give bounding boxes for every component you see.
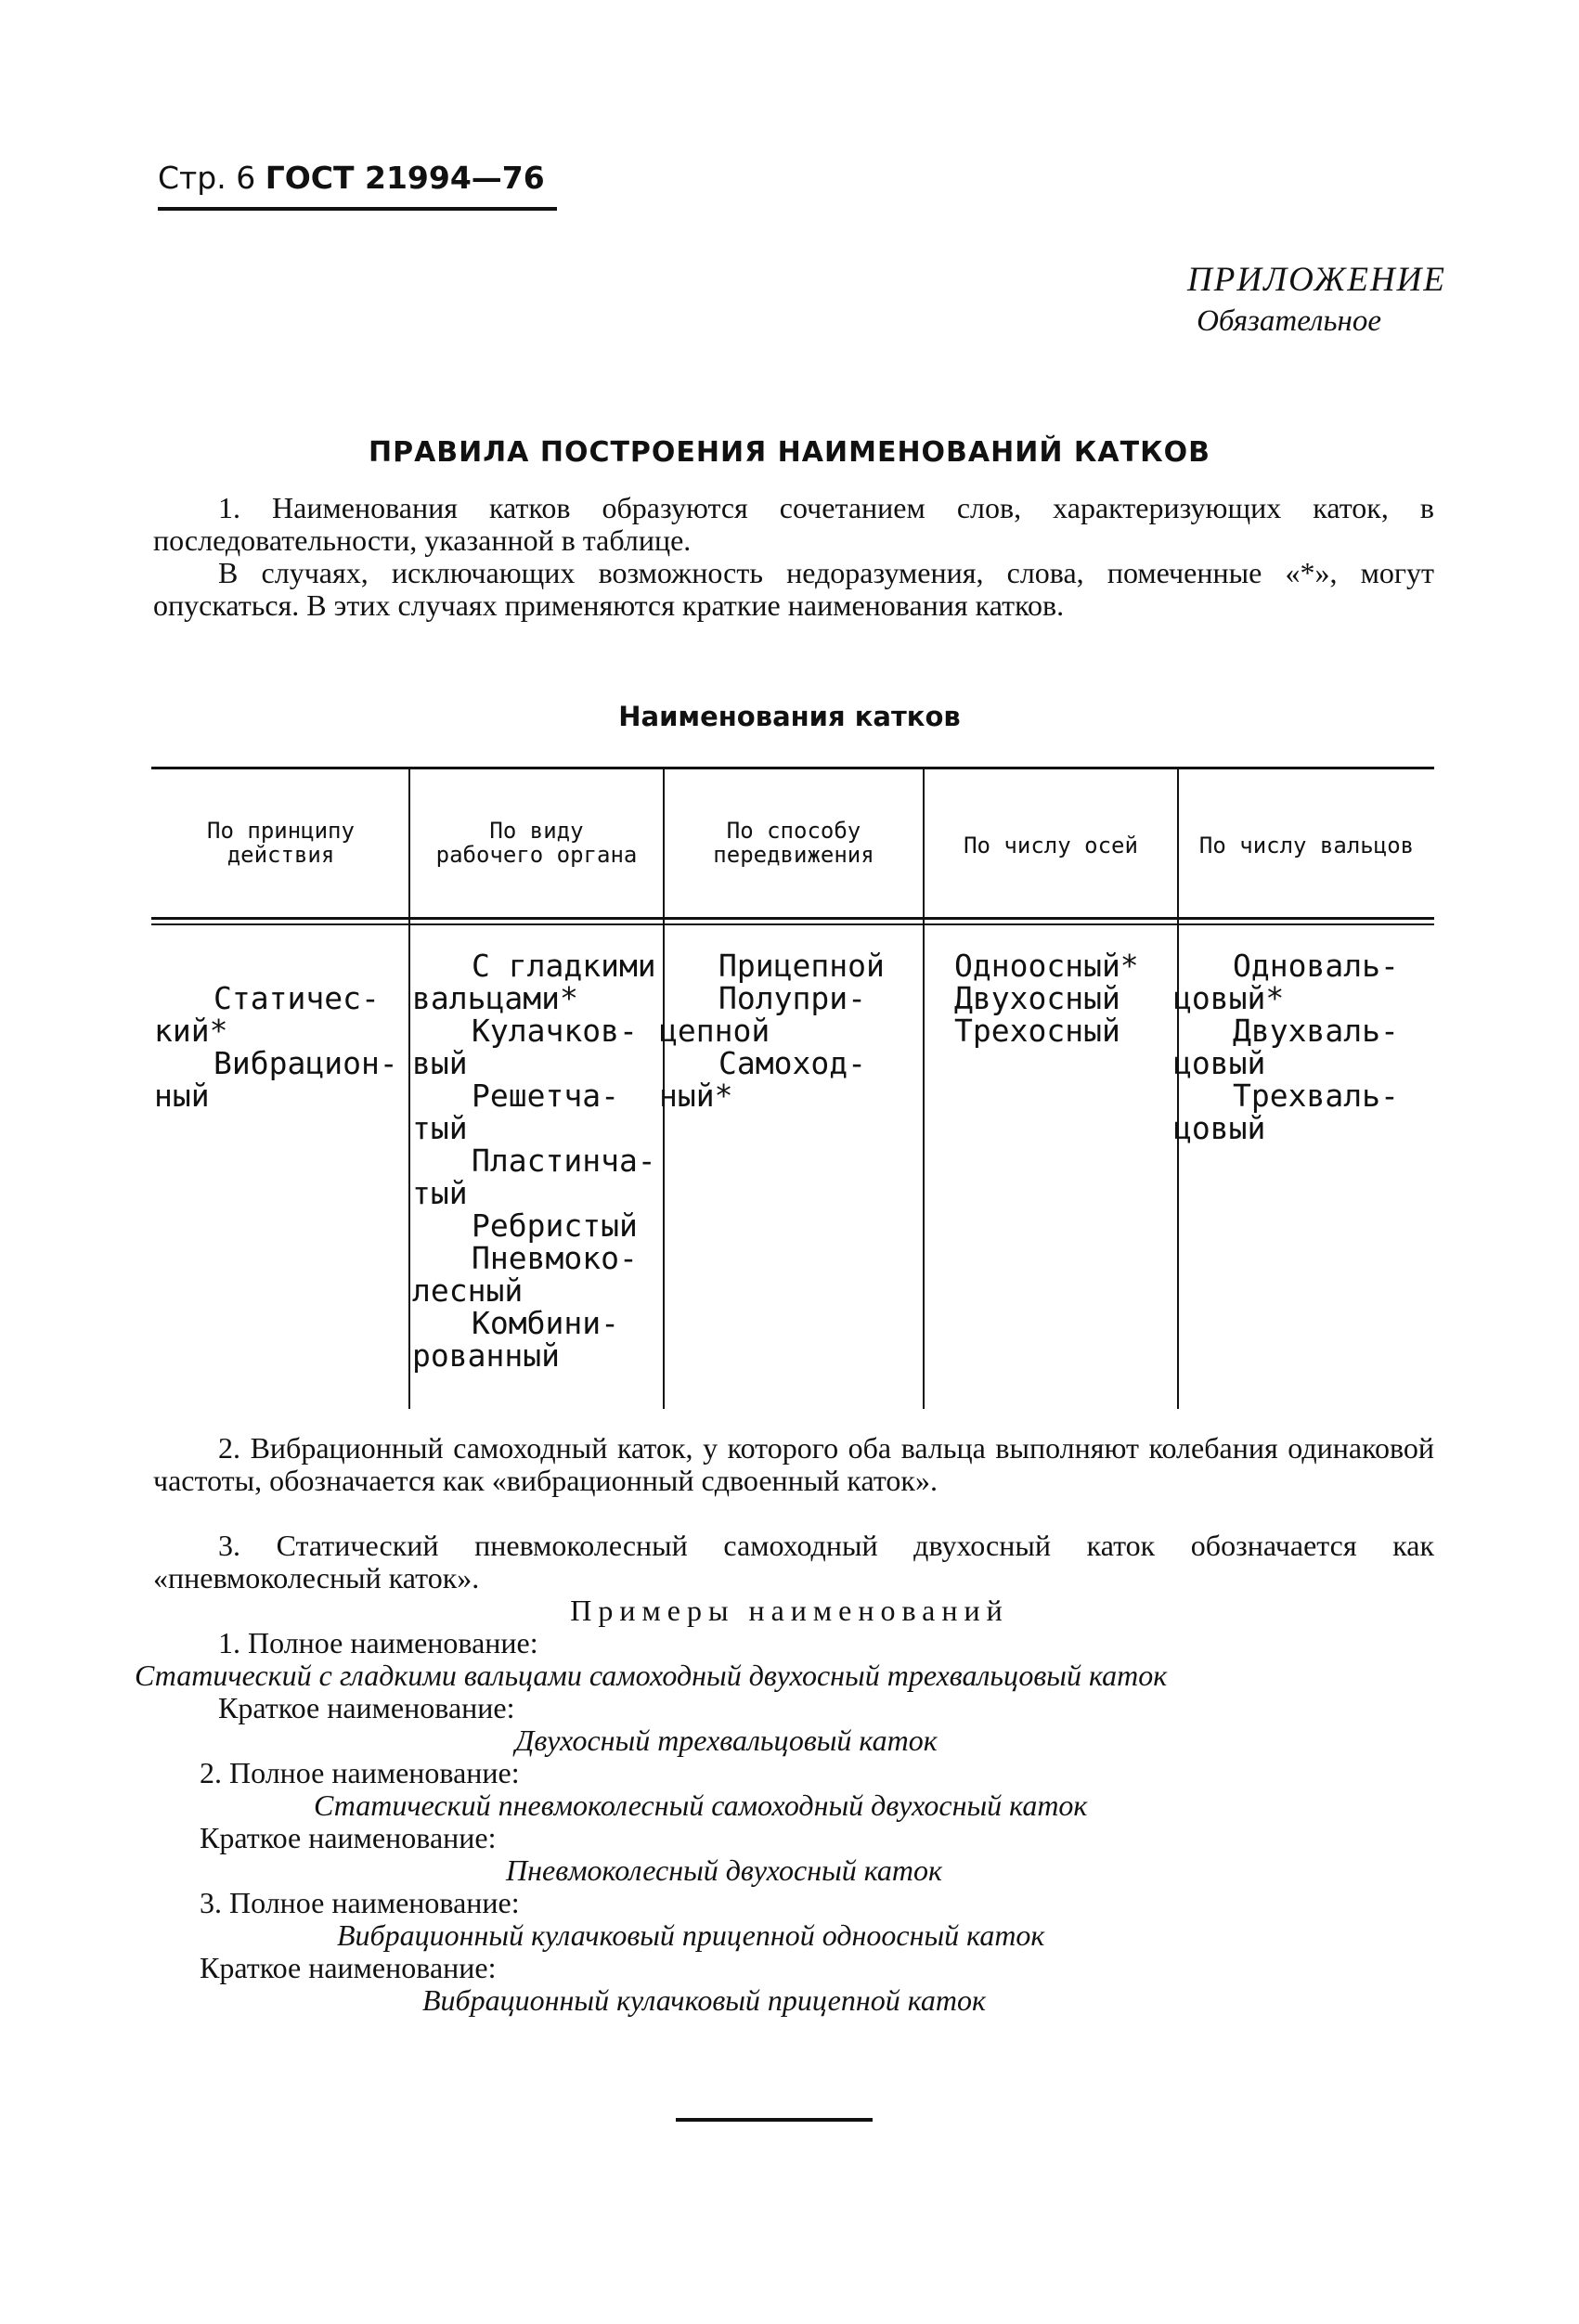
table-cell-line: Двухваль- (1233, 1013, 1399, 1049)
table-column-principle (154, 982, 405, 1112)
table-top-rule (151, 767, 1434, 769)
table-cell-line: С гладкими (472, 948, 656, 984)
table-header-rule-2 (151, 923, 1434, 925)
footer-rule (676, 2118, 873, 2122)
main-title: ПРАВИЛА ПОСТРОЕНИЯ НАИМЕНОВАНИЙ КАТКОВ (368, 436, 1211, 469)
header-line: По числу осей (964, 833, 1138, 859)
table-column-organ (412, 949, 663, 1372)
header-rule (158, 207, 557, 211)
table-cell-line: Комбини- (472, 1305, 619, 1341)
table-cell-line: цепной (659, 1013, 770, 1049)
table-cell-line: Решетча- (472, 1078, 619, 1114)
example-1-full-label: 1. Полное наименование: (218, 1626, 538, 1659)
paragraph-2: 2. Вибрационный самоходный каток, у которого оба вальца выполняют колебания одинаковой частоты, обозначается как «вибрационный сдвоенный каток». (153, 1431, 1434, 1497)
table-cell-line: вальцами* (412, 980, 578, 1016)
table-column-rollers (1173, 949, 1433, 1144)
table-header-principle (153, 819, 408, 867)
header-line: По числу вальцов (1198, 833, 1415, 859)
example-2-short-label: Краткое наименование: (200, 1821, 497, 1854)
table-cell-line: Трехосный (954, 1013, 1120, 1049)
header-line: По принципу (207, 818, 355, 844)
example-3-full: Вибрационный кулачковый прицепной одноосный каток (337, 1918, 1045, 1952)
table-cell-line: Ребристый (472, 1207, 638, 1244)
table-cell-line: цовый (1173, 1045, 1266, 1081)
example-1-full: Статический с гладкими вальцами самоходный двухосный трехвальцовый каток (135, 1659, 1168, 1692)
table-cell-line: Самоход- (718, 1045, 866, 1081)
header-line: По способу (726, 818, 861, 844)
table-cell-line: вый (412, 1045, 468, 1081)
paragraph-3: 3. Статический пневмоколесный самоходный двухосный каток обозначается как «пневмоколесный каток». (153, 1529, 1434, 1595)
header-line: передвижения (713, 842, 874, 868)
table-cell-line: Вибрацион- (214, 1045, 398, 1081)
example-3-short: Вибрационный кулачковый прицепной каток (422, 1983, 986, 2017)
example-2-full-label: 2. Полное наименование: (200, 1756, 520, 1789)
table-header-organ (410, 819, 663, 867)
table-cell-line: тый (412, 1110, 468, 1146)
page-number: Стр. 6 (158, 160, 256, 196)
table-cell-line: Прицепной (718, 948, 885, 984)
example-2-short: Пневмоколесный двухосный каток (506, 1853, 942, 1887)
table-cell-line: Статичес- (214, 980, 380, 1016)
table-cell-line: Пластинча- (472, 1143, 656, 1179)
table-cell-line: Трехваль- (1233, 1078, 1399, 1114)
table-title: Наименования катков (618, 701, 961, 732)
example-3-full-label: 3. Полное наименование: (200, 1886, 520, 1919)
example-1-short-label: Краткое наименование: (218, 1691, 515, 1724)
table-cell-line: Пневмоко- (472, 1240, 638, 1276)
example-2-full: Статический пневмоколесный самоходный двухосный каток (314, 1788, 1088, 1822)
appendix-subtitle: Обязательное (1197, 304, 1381, 338)
table-header-movement (665, 819, 923, 867)
intro-paragraph-1: 1. Наименования катков образуются сочетанием слов, характеризующих каток, в последовательности, указанной в таблице. (153, 491, 1434, 557)
table-divider-3 (923, 768, 925, 1409)
header-line: По виду (489, 818, 584, 844)
table-cell-line: кий* (154, 1013, 228, 1049)
gost-number: ГОСТ 21994—76 (265, 160, 545, 196)
table-header-rule (151, 917, 1434, 920)
examples-title: Примеры наименований (570, 1594, 1009, 1627)
example-1-short: Двухосный трехвальцовый каток (515, 1724, 938, 1757)
header-line: действия (226, 842, 335, 868)
table-cell-line: Одноваль- (1233, 948, 1399, 984)
appendix-title: ПРИЛОЖЕНИЕ (1187, 261, 1446, 299)
page-header (158, 160, 545, 196)
header-line: рабочего органа (435, 842, 638, 868)
table-cell-line: Полупри- (718, 980, 866, 1016)
table-cell-line: тый (412, 1175, 468, 1211)
table-cell-line: ный* (659, 1078, 733, 1114)
table-column-axles (954, 949, 1177, 1047)
example-3-short-label: Краткое наименование: (200, 1951, 497, 1984)
table-cell-line: Кулачков- (472, 1013, 638, 1049)
table-cell-line: цовый* (1173, 980, 1285, 1016)
table-cell-line: рованный (412, 1337, 560, 1374)
table-header-rollers (1179, 833, 1434, 858)
table-cell-line: Двухосный (954, 980, 1120, 1016)
intro-paragraph-2: В случаях, исключающих возможность недоразумения, слова, помеченные «*», могут опускаться. В этих случаях применяются краткие наименования катков. (153, 556, 1434, 622)
table-cell-line: лесный (412, 1272, 524, 1309)
table-cell-line: Одноосный* (954, 948, 1139, 984)
table-column-movement (659, 949, 921, 1112)
table-header-axles (925, 833, 1177, 858)
table-cell-line: цовый (1173, 1110, 1266, 1146)
table-cell-line: ный (154, 1078, 210, 1114)
